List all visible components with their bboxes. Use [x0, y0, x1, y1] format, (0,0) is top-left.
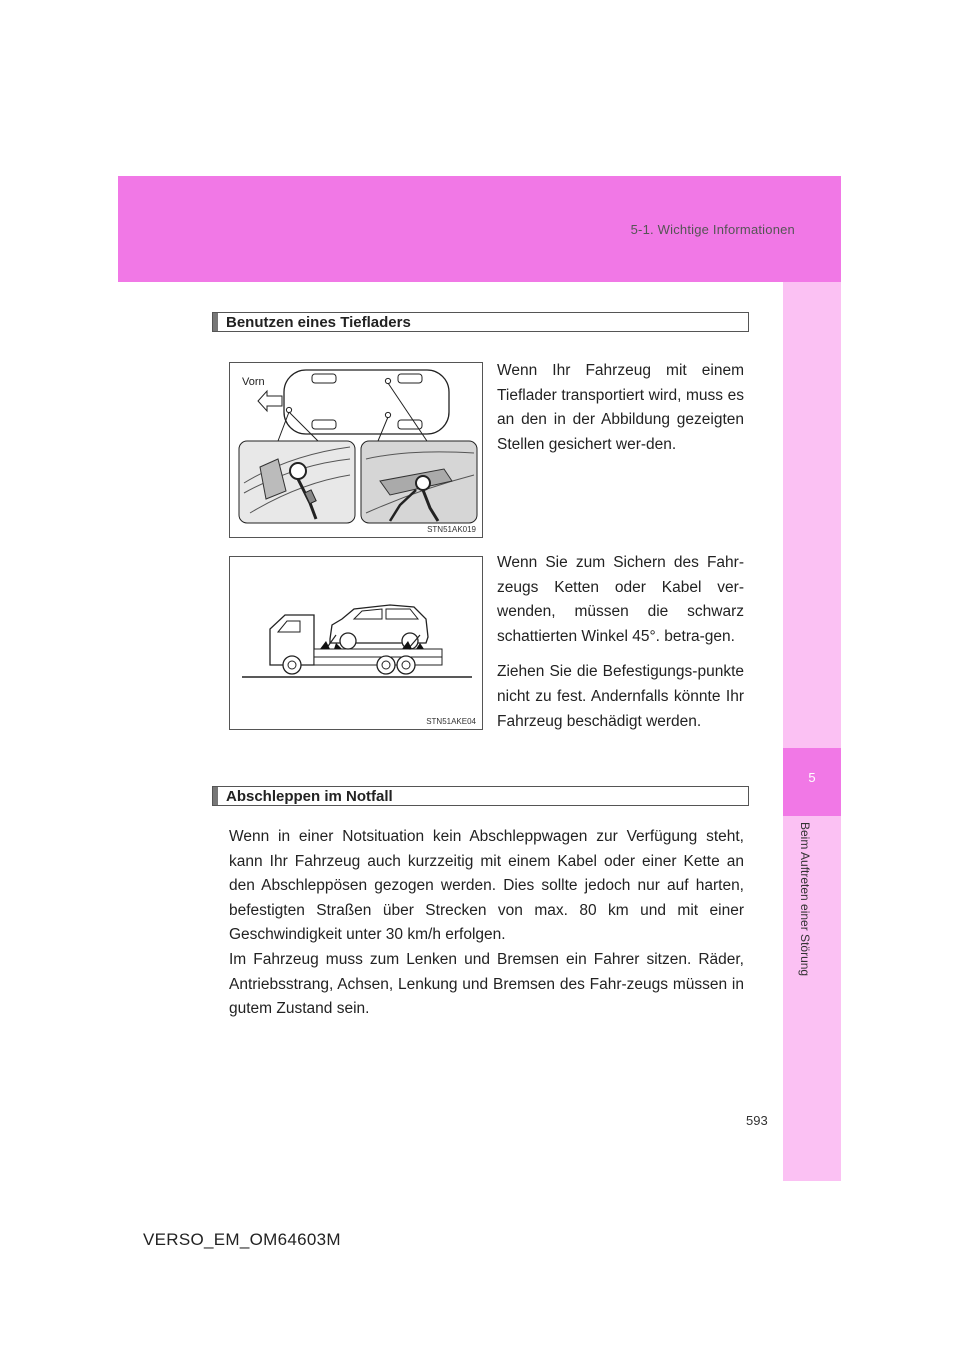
flatbed-truck-illustration — [230, 557, 482, 729]
figure-securing-points — [229, 362, 483, 538]
side-tab-chapter[interactable] — [783, 748, 841, 816]
side-tab-bottom — [783, 816, 841, 1181]
paragraph: Im Fahrzeug muss zum Lenken und Bremsen ein Fahrer sitzen. Räder, Antriebsstrang, Achsen, Lenkung und Bremsen des Fahr-zeugs müssen in gutem Zustand sein. — [229, 950, 744, 1018]
document-code: VERSO_EM_OM64603M — [143, 1230, 341, 1249]
paragraph: Ziehen Sie die Befestigungs-punkte nicht zu fest. Andernfalls könnte Ihr Fahrzeug beschädigt werden. — [497, 663, 744, 730]
header-section-title: 5-1. Wichtige Informationen — [630, 222, 795, 237]
section-heading — [212, 786, 749, 806]
section-heading-title: Benutzen eines Tiefladers — [226, 314, 411, 331]
section-heading-title: Abschleppen im Notfall — [226, 788, 393, 805]
front-label: Vorn — [242, 376, 265, 388]
page-number: 593 — [746, 1113, 768, 1128]
section-heading-mark — [213, 787, 218, 805]
figure-code: STN51AK019 — [427, 525, 476, 534]
section-1-text-b — [497, 551, 744, 745]
figure-flatbed-truck — [229, 556, 483, 730]
section-heading — [212, 312, 749, 332]
paragraph: Wenn in einer Notsituation kein Abschleppwagen zur Verfügung steht, kann Ihr Fahrzeug auch kurzzeitig mit einem Kabel oder einer Kette an den Abschleppösen gezogen werden. Dies sollte jedoch nur auf harten, befestigten Straßen über Strecken von max. 80 km und mit einer Geschwindigkeit unter 30 km/h erfolgen. — [229, 828, 744, 944]
header-band — [118, 176, 841, 282]
section-2-text — [229, 825, 744, 1022]
chapter-number: 5 — [808, 770, 816, 785]
paragraph: Wenn Ihr Fahrzeug mit einem Tieflader transportiert wird, muss es an den in der Abbildung gezeigten Stellen gesichert wer-den. — [497, 362, 744, 453]
chapter-label: Beim Auftreten einer Störung — [798, 822, 812, 977]
section-1-text-a — [497, 359, 744, 468]
section-heading-mark — [213, 313, 218, 331]
figure-code: STN51AKE04 — [426, 717, 476, 726]
securing-points-illustration — [230, 363, 482, 537]
side-tab-top — [783, 282, 841, 748]
paragraph: Wenn Sie zum Sichern des Fahr-zeugs Ketten oder Kabel ver-wenden, müssen die schwarz schattierten Winkel 45°. betra-gen. — [497, 554, 744, 645]
